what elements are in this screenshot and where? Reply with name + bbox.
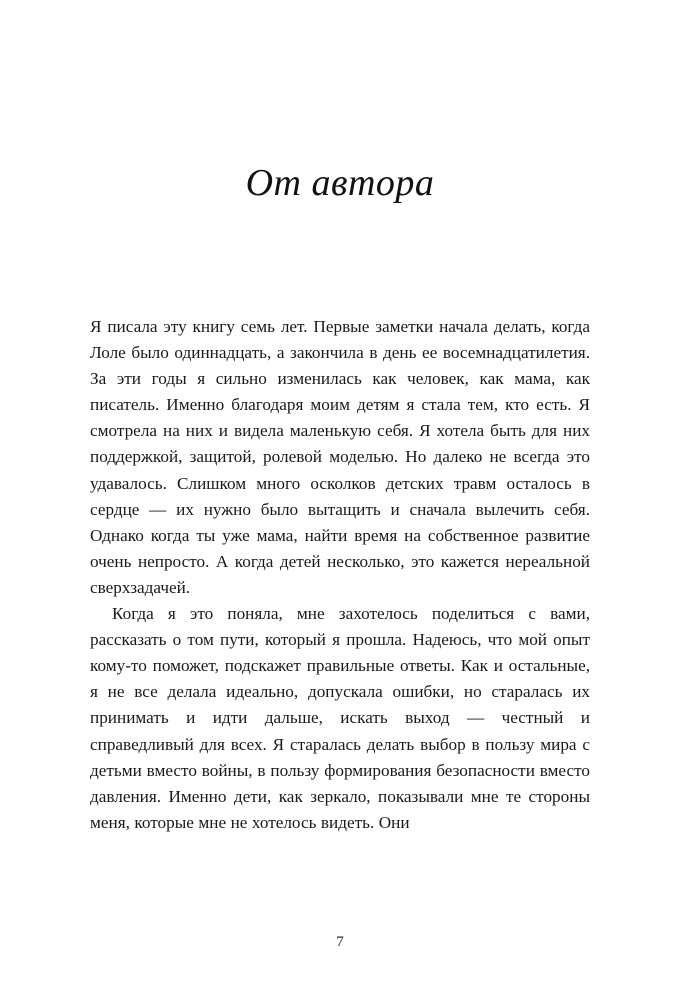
body-text-block — [90, 314, 590, 836]
paragraph: Когда я это поняла, мне захотелось поделиться с вами, рассказать о том пути, который я прошла. Надеюсь, что мой опыт кому-то поможет, подскажет правильные ответы. Как и остальные, я не все делала идеально, допускала ошибки, но старалась их принимать и идти дальше, искать выход — честный и справедливый для всех. Я старалась делать выбор в пользу мира с детьми вместо войны, в пользу формирования безопасности вместо давления. Именно дети, как зеркало, показывали мне те стороны меня, которые мне не хотелось видеть. Они — [90, 604, 590, 832]
page-title: От автора — [245, 162, 435, 204]
page-number: 7 — [336, 934, 344, 950]
paragraph: Я писала эту книгу семь лет. Первые заметки начала делать, когда Лоле было одиннадцать, а закончила в день ее восемнадцатилетия. За эти годы я сильно изменилась как человек, как мама, как писатель. Именно благодаря моим детям я стала тем, кто есть. Я смотрела на них и видела маленькую себя. Я хотела быть для них поддержкой, защитой, ролевой моделью. Но далеко не всегда это удавалось. Слишком много осколков детских травм осталось в сердце — их нужно было вытащить и сначала вылечить себя. Однако когда ты уже мама, найти время на собственное развитие очень непросто. А когда детей несколько, это кажется нереальной сверхзадачей. — [90, 317, 590, 597]
